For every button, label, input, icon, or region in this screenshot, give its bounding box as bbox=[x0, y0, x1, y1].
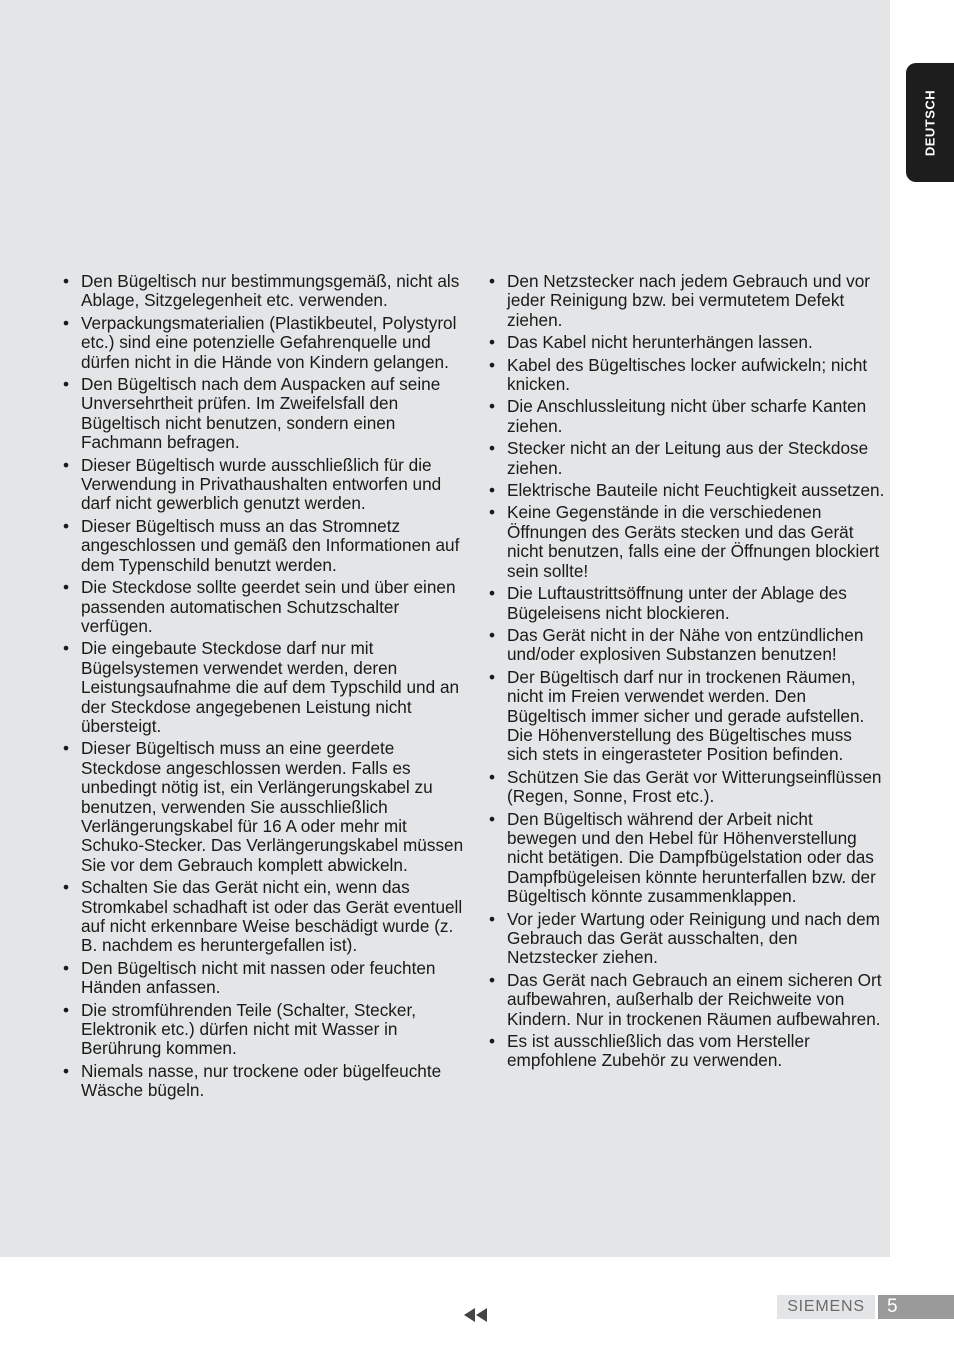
bullet-icon: • bbox=[63, 271, 70, 291]
bullet-icon: • bbox=[489, 808, 496, 829]
language-tab bbox=[906, 63, 954, 182]
list-item bbox=[489, 397, 885, 436]
bullet-icon: • bbox=[63, 877, 70, 898]
list-item bbox=[489, 626, 885, 665]
bullet-icon: • bbox=[63, 738, 70, 759]
list-item-text: Kabel des Bügeltisches locker aufwickeln; nicht knicken. bbox=[507, 354, 868, 395]
back-arrow-icon bbox=[464, 1308, 475, 1322]
list-item bbox=[63, 1001, 465, 1059]
list-item bbox=[63, 1062, 465, 1101]
list-item-text: Vor jeder Wartung oder Reinigung und nach dem Gebrauch das Gerät ausschalten, den Netzstecker ziehen. bbox=[507, 908, 880, 968]
list-item-text: Das Gerät nach Gebrauch an einem sicheren Ort aufbewahren, außerhalb der Reichweite von Kindern. Nur in trockenen Räumen aufbewahren. bbox=[507, 969, 882, 1029]
list-item bbox=[489, 481, 885, 500]
list-item-text: Der Bügeltisch darf nur in trockenen Räumen, nicht im Freien verwendet werden. Den Bügeltisch immer sicher und gerade aufstellen. Die Höhenverstellung des Bügeltisches muss sich stets in eingerasteter Position befinden. bbox=[507, 666, 865, 765]
list-item-text: Den Bügeltisch nur bestimmungsgemäß, nicht als Ablage, Sitzgelegenheit etc. verwenden. bbox=[81, 271, 460, 311]
list-item-text: Die Anschlussleitung nicht über scharfe Kanten ziehen. bbox=[507, 396, 867, 436]
bullet-icon: • bbox=[63, 999, 70, 1020]
bullet-icon: • bbox=[489, 480, 496, 501]
list-item bbox=[489, 333, 885, 352]
list-item-text: Dieser Bügeltisch muss an das Stromnetz angeschlossen und gemäß den Informationen auf dem Typenschild benutzt werden. bbox=[81, 515, 460, 575]
bullet-icon: • bbox=[489, 502, 496, 523]
list-item bbox=[63, 878, 465, 956]
bullet-icon: • bbox=[489, 354, 496, 375]
list-item bbox=[63, 739, 465, 875]
bullet-icon: • bbox=[63, 577, 70, 598]
list-item-text: Schützen Sie das Gerät vor Witterungseinflüssen (Regen, Sonne, Frost etc.). bbox=[507, 766, 882, 807]
list-item-text: Den Bügeltisch nicht mit nassen oder feuchten Händen anfassen. bbox=[81, 957, 436, 998]
list-item-text: Den Netzstecker nach jedem Gebrauch und vor jeder Reinigung bzw. bei vermutetem Defekt ziehen. bbox=[507, 271, 871, 330]
list-item-text: Elektrische Bauteile nicht Feuchtigkeit aussetzen. bbox=[507, 480, 885, 501]
list-item-text: Den Bügeltisch während der Arbeit nicht bewegen und den Hebel für Höhenverstellung nicht betätigen. Die Dampfbügelstation oder das Dampfbügeleisen könnte herunterfallen bzw. der Bügeltisch könnte zusammenklappen. bbox=[507, 808, 876, 907]
bullet-icon: • bbox=[489, 438, 496, 459]
bullet-icon: • bbox=[489, 766, 496, 787]
bullet-icon: • bbox=[63, 1060, 70, 1081]
bullet-icon: • bbox=[63, 515, 70, 536]
safety-list-right bbox=[489, 272, 885, 1074]
list-item bbox=[489, 768, 885, 807]
back-arrow-icon bbox=[476, 1308, 487, 1322]
bullet-icon: • bbox=[63, 638, 70, 659]
list-item bbox=[489, 503, 885, 581]
bullet-icon: • bbox=[63, 957, 70, 978]
list-item bbox=[489, 971, 885, 1029]
back-navigation[interactable] bbox=[464, 1308, 487, 1322]
list-item-text: Die stromführenden Teile (Schalter, Stecker, Elektronik etc.) dürfen nicht mit Wasser in Berührung kommen. bbox=[81, 999, 417, 1059]
bullet-icon: • bbox=[63, 374, 70, 395]
list-item-text: Verpackungsmaterialien (Plastikbeutel, Polystyrol etc.) sind eine potenzielle Gefahrenquelle und dürfen nicht in die Hände von Kindern gelangen. bbox=[81, 312, 457, 372]
list-item bbox=[63, 517, 465, 575]
bullet-icon: • bbox=[63, 312, 70, 333]
list-item bbox=[63, 578, 465, 636]
bullet-icon: • bbox=[489, 1031, 496, 1052]
list-item-text: Schalten Sie das Gerät nicht ein, wenn das Stromkabel schadhaft ist oder das Gerät eventuell auf nicht erkennbare Weise beschädigt wurde (z. B. nachdem es heruntergefallen ist). bbox=[81, 877, 463, 956]
list-item-text: Die Luftaustrittsöffnung unter der Ablage des Bügeleisens nicht blockieren. bbox=[507, 583, 847, 623]
list-item bbox=[489, 356, 885, 395]
list-item-text: Niemals nasse, nur trockene oder bügelfeuchte Wäsche bügeln. bbox=[81, 1060, 442, 1101]
list-item-text: Den Bügeltisch nach dem Auspacken auf seine Unversehrtheit prüfen. Im Zweifelsfall den Bügeltisch nicht benutzen, sondern einen Fachmann befragen. bbox=[81, 374, 441, 453]
brand-label: SIEMENS bbox=[777, 1295, 875, 1319]
language-tab-label: DEUTSCH bbox=[922, 89, 938, 156]
bullet-icon: • bbox=[489, 583, 496, 604]
list-item-text: Das Kabel nicht herunterhängen lassen. bbox=[507, 332, 813, 353]
list-item-text: Es ist ausschließlich das vom Hersteller empfohlene Zubehör zu verwenden. bbox=[507, 1031, 810, 1071]
list-item-text: Dieser Bügeltisch wurde ausschließlich für die Verwendung in Privathaushalten entworfen und darf nicht gewerblich genutzt werden. bbox=[81, 454, 442, 514]
list-item bbox=[489, 1032, 885, 1071]
list-item bbox=[63, 375, 465, 453]
list-item bbox=[63, 959, 465, 998]
list-item-text: Die eingebaute Steckdose darf nur mit Bügelsystemen verwendet werden, deren Leistungsaufnahme die auf dem Typschild und an der Steckdose angegebenen Leistung nicht übersteigt. bbox=[81, 638, 460, 736]
bullet-icon: • bbox=[489, 396, 496, 417]
list-item bbox=[489, 584, 885, 623]
bullet-icon: • bbox=[489, 332, 496, 353]
list-item bbox=[63, 314, 465, 372]
bullet-icon: • bbox=[489, 969, 496, 990]
bullet-icon: • bbox=[489, 624, 496, 645]
list-item-text: Keine Gegenstände in die verschiedenen Öffnungen des Geräts stecken und das Gerät nicht benutzen, falls eine der Öffnungen blockiert sein sollte! bbox=[507, 502, 880, 581]
list-item bbox=[63, 639, 465, 736]
safety-list-left bbox=[63, 272, 465, 1104]
list-item-text: Stecker nicht an der Leitung aus der Steckdose ziehen. bbox=[507, 438, 869, 478]
list-item-text: Die Steckdose sollte geerdet sein und über einen passenden automatischen Schutzschalter verfügen. bbox=[81, 577, 456, 636]
page-number: 5 bbox=[878, 1295, 954, 1319]
list-item bbox=[489, 668, 885, 765]
list-item bbox=[489, 810, 885, 907]
list-item bbox=[63, 456, 465, 514]
bullet-icon: • bbox=[489, 666, 496, 687]
list-item bbox=[489, 910, 885, 968]
list-item bbox=[63, 272, 465, 311]
list-item-text: Dieser Bügeltisch muss an eine geerdete Steckdose angeschlossen werden. Falls es unbedingt nötig ist, ein Verlängerungskabel zu benutzen, verwenden Sie ausschließlich Verlängerungskabel für 16 A oder mehr mit Schuko-Stecker. Das Verlängerungskabel müssen Sie vor dem Gebrauch komplett abwickeln. bbox=[81, 738, 464, 875]
bullet-icon: • bbox=[489, 271, 496, 291]
bullet-icon: • bbox=[63, 454, 70, 475]
list-item bbox=[489, 439, 885, 478]
list-item-text: Das Gerät nicht in der Nähe von entzündlichen und/oder explosiven Substanzen benutzen! bbox=[507, 624, 864, 665]
list-item bbox=[489, 272, 885, 330]
bullet-icon: • bbox=[489, 908, 496, 929]
